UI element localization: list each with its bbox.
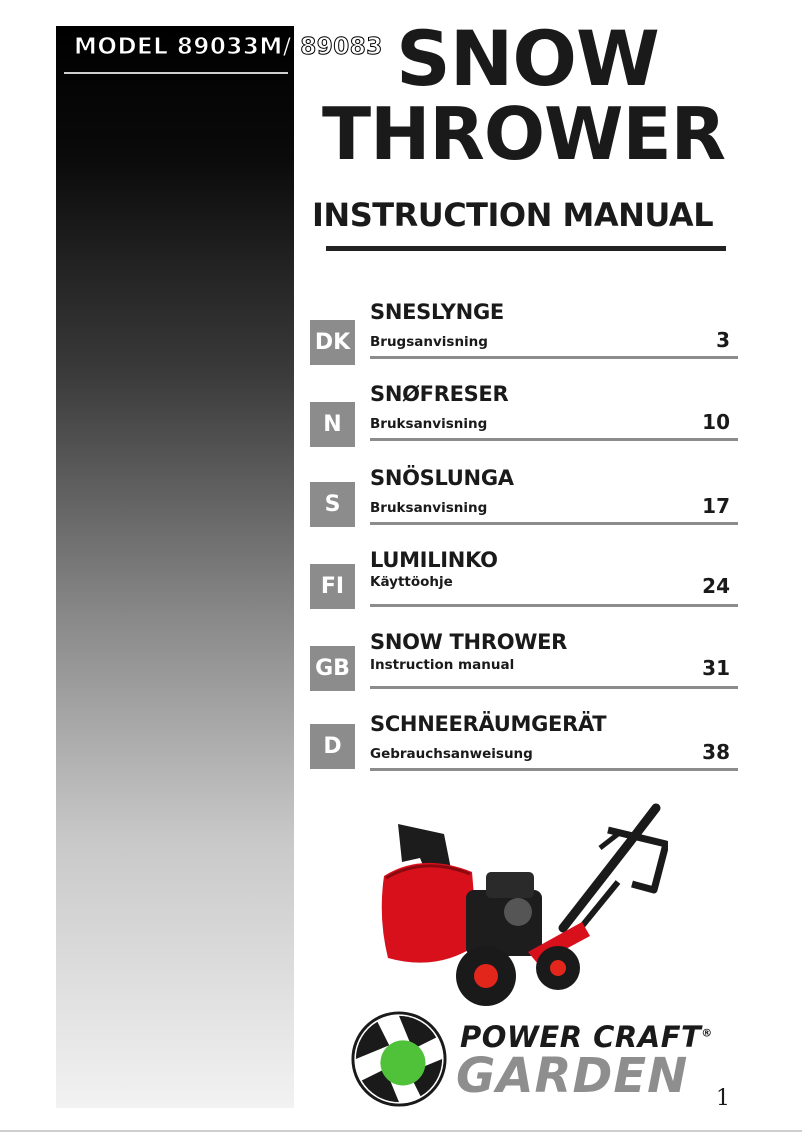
language-title: SNESLYNGE xyxy=(370,300,504,324)
page-number-footer: 1 xyxy=(716,1086,730,1111)
language-subtitle: Gebrauchsanweisung xyxy=(370,746,533,762)
language-title: SCHNEERÄUMGERÄT xyxy=(370,712,607,736)
entry-divider xyxy=(370,604,738,607)
language-title: SNOW THROWER xyxy=(370,630,568,654)
entry-divider xyxy=(370,356,738,359)
brand-name: POWER CRAFT xyxy=(460,1020,702,1054)
contents-entry-gb[interactable] xyxy=(310,630,740,710)
brand-garden: GARDEN xyxy=(456,1048,689,1104)
language-title: SNÖSLUNGA xyxy=(370,466,514,490)
contents-entry-d[interactable] xyxy=(310,712,740,792)
contents-entry-n[interactable] xyxy=(310,382,740,462)
page-number: 31 xyxy=(702,656,730,680)
page-number: 10 xyxy=(702,410,730,434)
language-subtitle: Instruction manual xyxy=(370,657,515,673)
title-thrower: THROWER xyxy=(322,92,726,176)
model-underline xyxy=(64,72,288,74)
language-badge: D xyxy=(310,724,355,769)
cover-sidebar-gradient xyxy=(56,26,294,1108)
contents-entry-fi[interactable] xyxy=(310,548,740,628)
entry-divider xyxy=(370,522,738,525)
bottom-rule xyxy=(0,1130,802,1132)
language-badge: N xyxy=(310,402,355,447)
title-snow: SNOW xyxy=(396,14,659,103)
page-number: 38 xyxy=(702,740,730,764)
entry-divider xyxy=(370,768,738,771)
language-badge: S xyxy=(310,482,355,527)
page-number: 17 xyxy=(702,494,730,518)
language-title: SNØFRESER xyxy=(370,382,509,406)
language-badge: FI xyxy=(310,564,355,609)
entry-divider xyxy=(370,686,738,689)
heading-divider xyxy=(326,246,726,251)
contents-entry-s[interactable] xyxy=(310,466,740,546)
power-craft-logo-icon xyxy=(350,1010,448,1108)
page-number: 24 xyxy=(702,574,730,598)
page-number: 3 xyxy=(716,328,730,352)
entry-divider xyxy=(370,438,738,441)
contents-entry-dk[interactable] xyxy=(310,300,740,380)
language-badge: GB xyxy=(310,646,355,691)
language-subtitle: Bruksanvisning xyxy=(370,416,488,432)
language-subtitle: Bruksanvisning xyxy=(370,500,488,516)
model-number: MODEL 89033M/ 89083 xyxy=(74,34,383,60)
language-subtitle: Käyttöohje xyxy=(370,574,453,590)
language-title: LUMILINKO xyxy=(370,548,498,572)
snow-thrower-photo xyxy=(368,802,668,1012)
language-subtitle: Brugsanvisning xyxy=(370,334,488,350)
registered-mark: ® xyxy=(701,1026,713,1040)
instruction-manual-heading: INSTRUCTION MANUAL xyxy=(312,196,714,234)
language-badge: DK xyxy=(310,320,355,365)
